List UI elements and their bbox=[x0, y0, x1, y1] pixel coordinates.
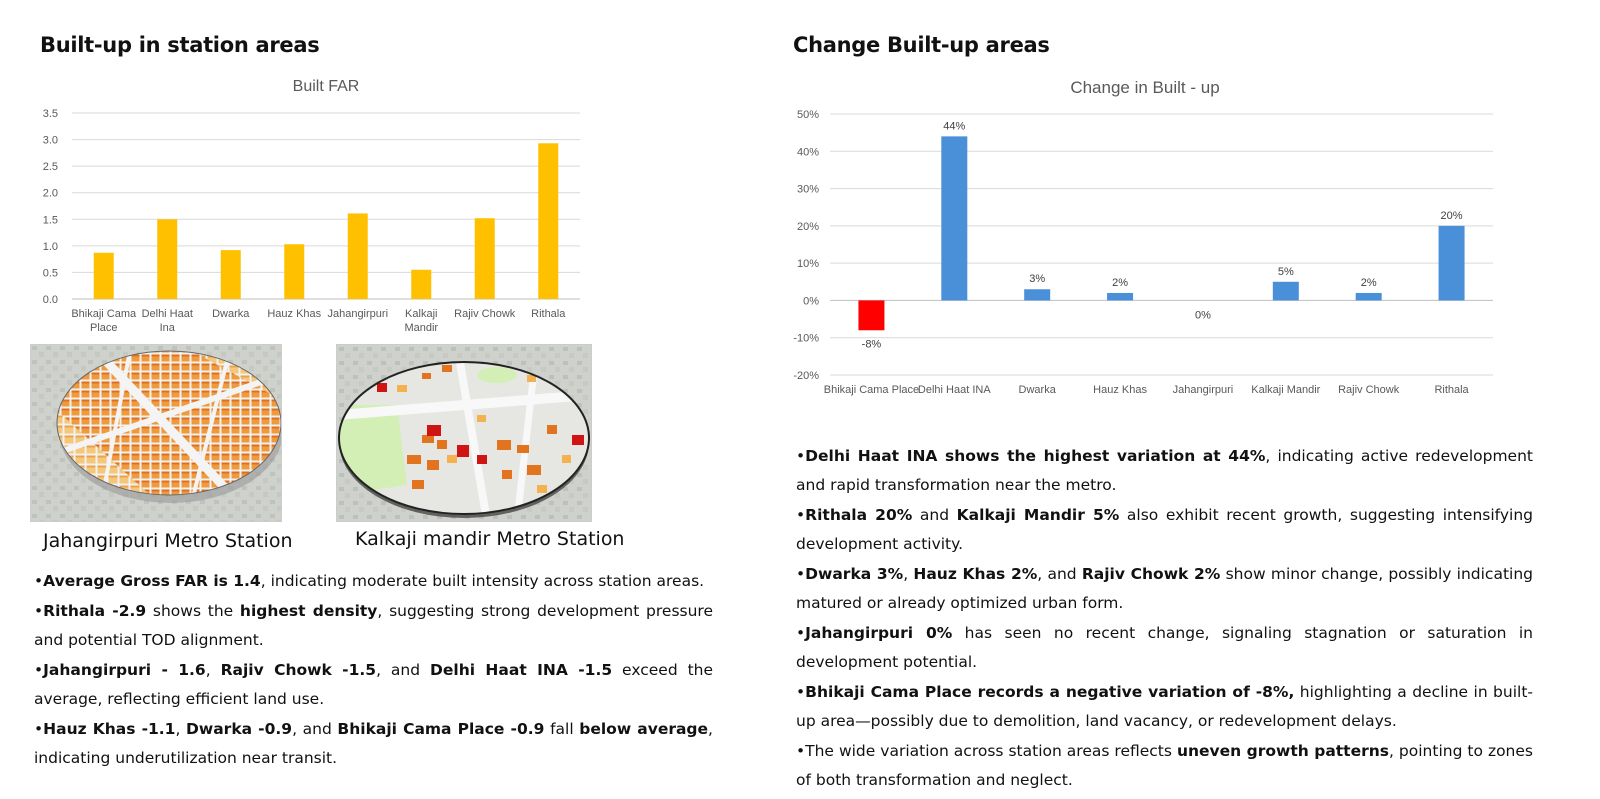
bar-1 bbox=[858, 300, 884, 330]
bar-2 bbox=[157, 219, 177, 299]
x-category-line: Rithala bbox=[531, 308, 566, 320]
x-category-label: Hauz Khas bbox=[1093, 384, 1147, 396]
change-builtup-chart-svg bbox=[790, 70, 1500, 400]
y-tick-label: 0.0 bbox=[42, 294, 58, 306]
bar-6 bbox=[411, 270, 431, 299]
x-category-label: Jahangirpuri bbox=[1172, 384, 1234, 396]
bar-2 bbox=[941, 136, 967, 300]
data-label: 0% bbox=[1194, 309, 1211, 322]
data-label: 2% bbox=[1360, 276, 1377, 289]
left-bullet-3: •Jahangirpuri - 1.6, Rajiv Chowk -1.5, and Delhi Haat INA -1.5 exceed the average, reflecting efficient land use. bbox=[34, 661, 714, 708]
x-category-line: Hauz Khas bbox=[267, 308, 322, 320]
x-category-label bbox=[142, 308, 193, 334]
chart-title: Built FAR bbox=[292, 78, 360, 95]
y-tick-label: 0% bbox=[803, 295, 819, 308]
right-bullet-4: •Jahangirpuri 0% has seen no recent change, signaling stagnation or saturation in development potential. bbox=[796, 624, 1533, 671]
data-label: -8% bbox=[861, 338, 882, 351]
jahangirpuri-map-image bbox=[30, 344, 282, 522]
x-category-label: Rajiv Chowk bbox=[1338, 384, 1400, 396]
x-category-line: Jahangirpuri bbox=[327, 308, 389, 320]
x-category-label: Delhi Haat INA bbox=[917, 384, 991, 396]
data-label: 2% bbox=[1112, 276, 1129, 289]
y-tick-label: 2.5 bbox=[42, 161, 58, 174]
x-category-label: Dwarka bbox=[1018, 384, 1056, 396]
chart-title: Change in Built - up bbox=[1070, 78, 1220, 97]
x-category-label: Kalkaji Mandir bbox=[1251, 384, 1321, 396]
x-category-label bbox=[404, 308, 438, 334]
data-label: 20% bbox=[1440, 209, 1463, 222]
x-category-line: Dwarka bbox=[212, 308, 250, 320]
y-tick-label: -20% bbox=[793, 370, 819, 382]
right-bullet-1: •Delhi Haat INA shows the highest variation at 44%, indicating active redevelopment and rapid transformation near the metro. bbox=[796, 447, 1533, 494]
x-category-line: Mandir bbox=[404, 322, 439, 334]
x-category-label: Bhikaji Cama Place bbox=[823, 384, 920, 396]
right-heading: Change Built-up areas bbox=[793, 33, 1050, 57]
left-heading: Built-up in station areas bbox=[40, 33, 320, 57]
kalkaji-map-image bbox=[336, 344, 592, 522]
data-label: 3% bbox=[1029, 273, 1046, 286]
x-category-label bbox=[454, 308, 516, 320]
bar-8 bbox=[1439, 226, 1465, 301]
x-category-label bbox=[531, 308, 566, 320]
left-bullet-4: •Hauz Khas -1.1, Dwarka -0.9, and Bhikaji Cama Place -0.9 fall below average, indicating underutilization near transit. bbox=[34, 720, 713, 767]
bar-7 bbox=[1356, 293, 1382, 300]
x-category-label: Rithala bbox=[1434, 384, 1469, 396]
left-bullet-1: •Average Gross FAR is 1.4, indicating moderate built intensity across station areas. bbox=[34, 572, 705, 590]
built-far-chart bbox=[30, 70, 600, 340]
y-tick-label: 3.0 bbox=[42, 134, 58, 147]
bar-4 bbox=[284, 244, 304, 299]
x-category-label bbox=[267, 308, 321, 320]
y-tick-label: 40% bbox=[796, 146, 819, 159]
right-bullet-6: •The wide variation across station areas reflects uneven growth patterns, pointing to zones of both transformation and neglect. bbox=[796, 742, 1533, 789]
x-category-line: Ina bbox=[159, 322, 175, 334]
right-panel bbox=[790, 0, 1600, 799]
jahangirpuri-caption: Jahangirpuri Metro Station bbox=[43, 530, 293, 552]
right-bullet-2: •Rithala 20% and Kalkaji Mandir 5% also exhibit recent growth, suggesting intensifying development activity. bbox=[796, 506, 1533, 553]
kalkaji-caption: Kalkaji mandir Metro Station bbox=[355, 528, 625, 550]
jahangirpuri-map-graphic bbox=[31, 345, 281, 521]
y-tick-label: 20% bbox=[796, 220, 819, 233]
bar-5 bbox=[348, 213, 368, 299]
change-builtup-chart bbox=[790, 70, 1500, 400]
right-bullet-3: •Dwarka 3%, Hauz Khas 2%, and Rajiv Chowk 2% show minor change, possibly indicating matured or already optimized urban form. bbox=[796, 565, 1533, 612]
kalkaji-map-graphic bbox=[337, 345, 591, 521]
bar-3 bbox=[221, 250, 241, 299]
bar-7 bbox=[475, 218, 495, 299]
bar-4 bbox=[1107, 293, 1133, 300]
left-panel bbox=[0, 0, 790, 799]
data-label: 44% bbox=[943, 120, 966, 133]
data-label: 5% bbox=[1277, 265, 1294, 278]
bar-8 bbox=[538, 143, 558, 299]
x-category-line: Bhikaji Cama bbox=[71, 308, 137, 320]
x-category-label bbox=[327, 308, 388, 320]
bar-6 bbox=[1273, 282, 1299, 301]
left-bullet-2: •Rithala -2.9 shows the highest density, suggesting strong development pressure and potential TOD alignment. bbox=[34, 602, 713, 649]
bar-1 bbox=[94, 253, 114, 299]
y-tick-label: 3.5 bbox=[42, 108, 58, 120]
built-far-chart-svg bbox=[30, 70, 600, 340]
x-category-line: Delhi Haat bbox=[141, 308, 193, 320]
y-tick-label: 1.0 bbox=[42, 240, 58, 253]
x-category-line: Rajiv Chowk bbox=[454, 308, 516, 320]
y-tick-label: 30% bbox=[796, 183, 819, 196]
x-category-label bbox=[212, 308, 250, 320]
x-category-line: Place bbox=[89, 322, 118, 334]
y-tick-label: -10% bbox=[793, 332, 819, 345]
y-tick-label: 2.0 bbox=[42, 187, 58, 200]
y-tick-label: 50% bbox=[796, 109, 819, 121]
y-tick-label: 0.5 bbox=[42, 267, 58, 280]
x-category-label bbox=[71, 308, 137, 334]
y-tick-label: 10% bbox=[796, 258, 819, 271]
left-bullet-list bbox=[34, 567, 713, 774]
right-bullet-list bbox=[796, 442, 1533, 796]
bar-3 bbox=[1024, 289, 1050, 300]
y-tick-label: 1.5 bbox=[42, 214, 58, 227]
right-bullet-5: •Bhikaji Cama Place records a negative variation of -8%, highlighting a decline in built-up area—possibly due to demolition, land vacancy, or redevelopment delays. bbox=[796, 683, 1533, 730]
x-category-line: Kalkaji bbox=[405, 308, 438, 320]
